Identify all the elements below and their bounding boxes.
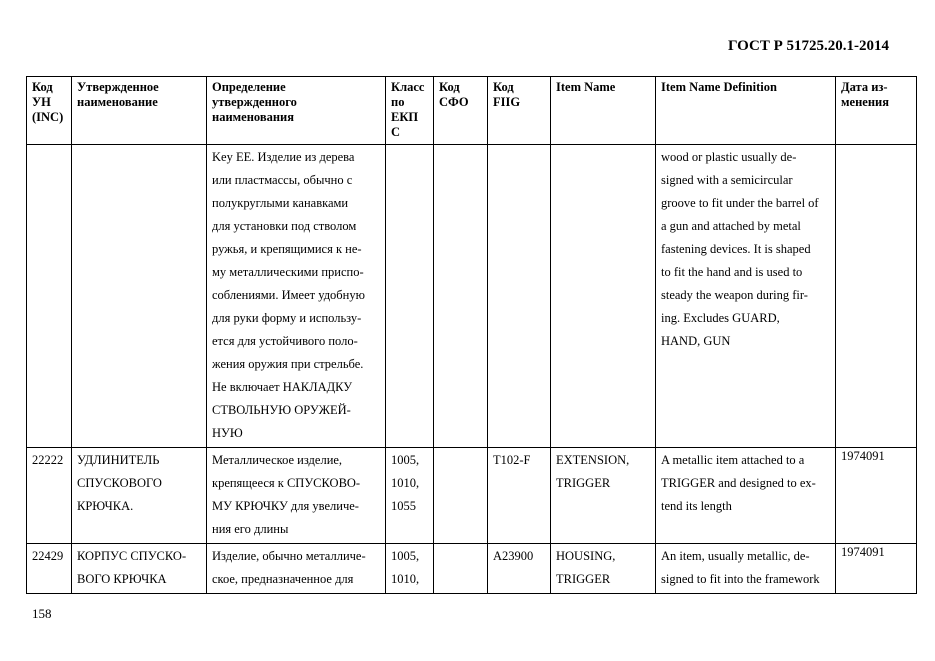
class-line: 1005, [391, 549, 420, 563]
approved-name-line: СПУСКОВОГО [77, 476, 162, 490]
col-inc-header [27, 77, 72, 145]
definition-line: Металлическое изделие, [212, 453, 343, 467]
item-name-cell [551, 448, 656, 544]
definition-line: крепящееся к СПУСКОВО- [212, 476, 361, 490]
item-name-line: HOUSING, [556, 549, 616, 563]
item-definition-cell [656, 544, 836, 594]
definition-line: му металлическими приспо- [212, 265, 364, 279]
item-name-cell [551, 145, 656, 448]
table-row [27, 544, 917, 594]
table-body [27, 145, 917, 594]
col-class-header [386, 77, 434, 145]
approved-name-line: КРЮЧКА. [77, 499, 134, 513]
header-line: Item Name Definition [661, 80, 777, 94]
item-definition-line: to fit the hand and is used to [661, 265, 803, 279]
item-definition-line: groove to fit under the barrel of [661, 196, 819, 210]
definition-line: ружья, и крепящимися к не- [212, 242, 362, 256]
table-row [27, 145, 917, 448]
col-fiig-header [488, 77, 551, 145]
definition-line: Key EE. Изделие из дерева [212, 150, 355, 164]
change-date: 1974091 [841, 545, 885, 559]
item-definition-line: TRIGGER and designed to ex- [661, 476, 816, 490]
item-definition-line: wood or plastic usually de- [661, 150, 797, 164]
definition-line: ется для устойчивого поло- [212, 334, 358, 348]
inc-code: 22222 [32, 453, 64, 467]
item-definition-cell [656, 448, 836, 544]
col-change-date-header [836, 77, 917, 145]
header-line: по [391, 95, 405, 109]
header-line: (INC) [32, 110, 64, 124]
inc-cell [27, 448, 72, 544]
header-line: утвержденного [212, 95, 297, 109]
class-cell [386, 145, 434, 448]
header-line: Утвержденное [77, 80, 159, 94]
header-line: FIIG [493, 95, 521, 109]
definition-line: жения оружия при стрельбе. [212, 357, 364, 371]
item-definition-line: A metallic item attached to a [661, 453, 805, 467]
definition-line: НУЮ [212, 426, 243, 440]
header-line: Item Name [556, 80, 616, 94]
definition-line: ское, предназначенное для [212, 572, 354, 586]
definition-line: или пластмассы, обычно с [212, 173, 353, 187]
col-approved-name-header [72, 77, 207, 145]
table-header-row [27, 77, 917, 145]
item-definition-line: An item, usually metallic, de- [661, 549, 810, 563]
item-definition-line: a gun and attached by metal [661, 219, 801, 233]
header-line: С [391, 125, 401, 139]
page-number: 158 [32, 606, 52, 621]
approved-name-cell [72, 448, 207, 544]
definition-line: полукруглыми канавками [212, 196, 349, 210]
item-name-line: EXTENSION, [556, 453, 630, 467]
item-name-line: TRIGGER [556, 572, 611, 586]
class-line: 1055 [391, 499, 416, 513]
header-line: Код [32, 80, 53, 94]
change-date: 1974091 [841, 449, 885, 463]
col-sfo-header [434, 77, 488, 145]
header-line: Код [493, 80, 514, 94]
approved-name-line: УДЛИНИТЕЛЬ [77, 453, 160, 467]
approved-name-line: ВОГО КРЮЧКА [77, 572, 167, 586]
item-definition-line: tend its length [661, 499, 732, 513]
definition-line: ния его длины [212, 522, 289, 536]
item-definition-cell [656, 145, 836, 448]
sfo-cell [434, 544, 488, 594]
item-name-cell [551, 544, 656, 594]
definition-line: Изделие, обычно металличе- [212, 549, 366, 563]
definition-cell [207, 145, 386, 448]
header-line: СФО [439, 95, 469, 109]
inc-cell [27, 145, 72, 448]
class-cell [386, 448, 434, 544]
definition-line: для руки форму и использу- [212, 311, 362, 325]
fiig-code: T102-F [493, 453, 531, 467]
definition-cell [207, 448, 386, 544]
approved-name-cell [72, 544, 207, 594]
change-date-cell [836, 448, 917, 544]
fiig-cell [488, 145, 551, 448]
change-date-cell [836, 544, 917, 594]
header-line: наименование [77, 95, 158, 109]
item-definition-line: fastening devices. It is shaped [661, 242, 811, 256]
header-line: менения [841, 95, 889, 109]
definition-line: для установки под стволом [212, 219, 357, 233]
inc-cell [27, 544, 72, 594]
fiig-code: A23900 [493, 549, 534, 563]
definition-cell [207, 544, 386, 594]
change-date-cell [836, 145, 917, 448]
class-line: 1005, [391, 453, 420, 467]
header-line: ЕКП [391, 110, 419, 124]
item-definition-line: HAND, GUN [661, 334, 731, 348]
sfo-cell [434, 448, 488, 544]
col-item-name-header [551, 77, 656, 145]
col-definition-header [207, 77, 386, 145]
class-line: 1010, [391, 476, 420, 490]
header-line: Дата из- [841, 80, 888, 94]
sfo-cell [434, 145, 488, 448]
definition-line: МУ КРЮЧКУ для увеличе- [212, 499, 359, 513]
definition-line: соблениями. Имеет удобную [212, 288, 365, 302]
fiig-cell [488, 544, 551, 594]
item-definition-line: ing. Excludes GUARD, [661, 311, 780, 325]
header-line: Определение [212, 80, 286, 94]
item-definition-line: signed to fit into the framework [661, 572, 820, 586]
header-line: наименования [212, 110, 295, 124]
class-cell [386, 544, 434, 594]
header-line: Код [439, 80, 460, 94]
table-row [27, 448, 917, 544]
header-line: УН [32, 95, 51, 109]
definition-line: Не включает НАКЛАДКУ [212, 380, 353, 394]
header-line: Класс [391, 80, 425, 94]
approved-name-cell [72, 145, 207, 448]
definition-line: СТВОЛЬНУЮ ОРУЖЕЙ- [212, 403, 351, 417]
class-line: 1010, [391, 572, 420, 586]
item-definition-line: signed with a semicircular [661, 173, 793, 187]
approved-name-line: КОРПУС СПУСКО- [77, 549, 187, 563]
item-definition-line: steady the weapon during fir- [661, 288, 808, 302]
inc-code: 22429 [32, 549, 64, 563]
col-item-definition-header [656, 77, 836, 145]
item-name-line: TRIGGER [556, 476, 611, 490]
fiig-cell [488, 448, 551, 544]
standard-code: ГОСТ Р 51725.20.1-2014 [727, 38, 889, 54]
classification-table [26, 76, 917, 594]
